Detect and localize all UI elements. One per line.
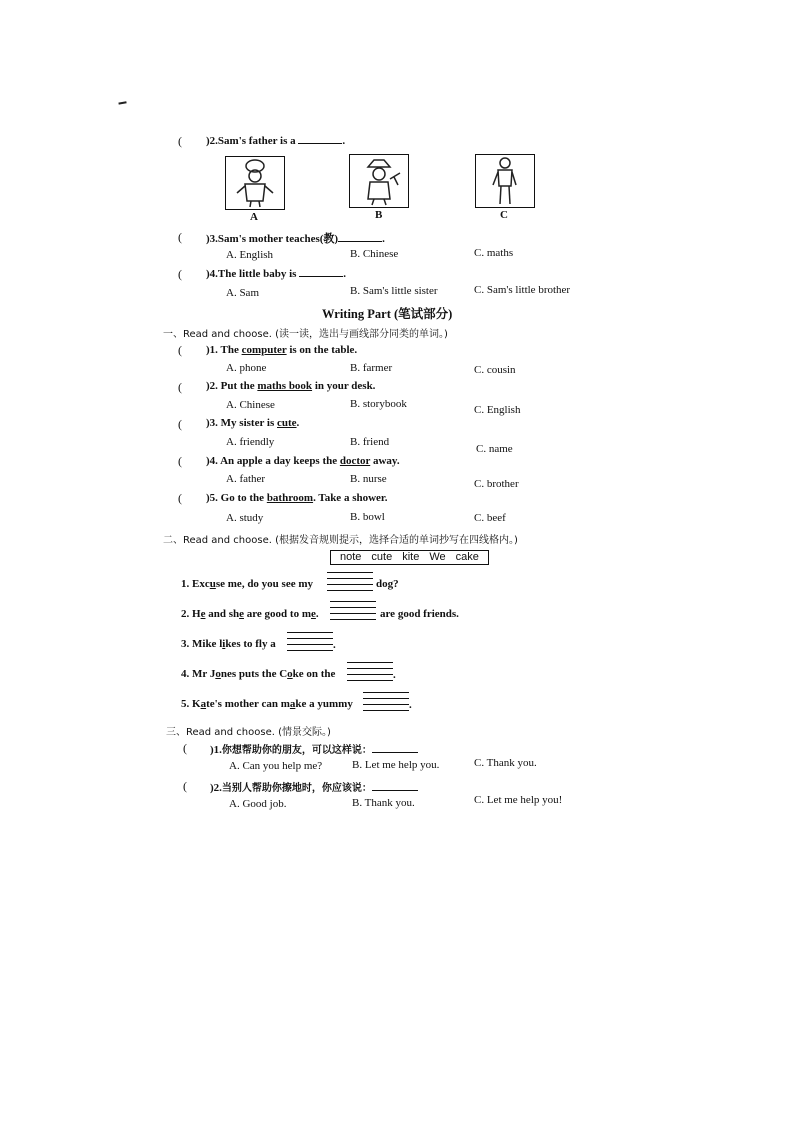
four-line-grid[interactable] [363, 692, 409, 710]
underlined-letter: e [311, 608, 316, 620]
text-mid: ke on the [292, 668, 336, 680]
text-pre: 2. H [181, 608, 201, 620]
answer-blank[interactable] [299, 276, 343, 277]
text-post: is on the table. [286, 344, 358, 356]
option-a: A. phone [226, 362, 267, 374]
farmer-icon [350, 155, 408, 207]
text-mid: ke a yummy [295, 698, 353, 710]
answer-blank[interactable] [372, 752, 418, 753]
option-b: B. farmer [350, 362, 393, 374]
text-post: . [296, 417, 300, 429]
word-bank-word: cake [455, 551, 479, 563]
option-c: C. brother [474, 478, 519, 490]
question-text [206, 455, 400, 467]
four-line-grid[interactable] [330, 601, 376, 619]
text-pre: 3. Mike l [181, 638, 223, 650]
text-pre: The [220, 344, 242, 356]
question-number: )1. [210, 744, 222, 756]
writing-part-title: Writing Part (笔试部分) [322, 307, 453, 321]
question-text: Sam's mother teaches(教) [217, 233, 339, 245]
four-line-grid[interactable] [347, 662, 393, 680]
worker-icon [476, 155, 534, 207]
sentence-2: 2. He and she are good to me. [181, 608, 319, 620]
question-prompt: 当别人帮助你擦地时，你应该说： [221, 783, 372, 794]
text-mid: and sh [205, 608, 240, 620]
question-number: )2. [206, 135, 218, 147]
underlined-word: bathroom [266, 492, 314, 504]
section-3-title: 三、Read and choose. (情景交际。) [166, 727, 331, 738]
question-text: The little baby is [217, 268, 297, 280]
answer-blank[interactable] [372, 790, 418, 791]
picture-label-c: C [500, 209, 508, 221]
chef-icon [226, 157, 284, 209]
question-number: )1. [206, 344, 218, 356]
option-b: B. storybook [350, 398, 407, 410]
answer-paren: ( [178, 454, 182, 468]
option-c: C. Let me help you! [474, 794, 563, 806]
sentence-3 [181, 638, 276, 650]
answer-paren: ( [178, 417, 182, 431]
underlined-word: doctor [339, 455, 371, 467]
question-number: )3. [206, 233, 218, 245]
option-a: A. Good job. [229, 798, 287, 810]
option-a: A. study [226, 512, 264, 524]
word-bank-word: note [340, 551, 362, 563]
picture-c-worker [475, 154, 535, 208]
option-c: C. maths [474, 247, 514, 259]
text-mid: nes puts the C [220, 668, 288, 680]
answer-paren: ( [178, 343, 182, 357]
option-b: B. friend [350, 436, 390, 448]
option-b: B. nurse [350, 473, 387, 485]
option-c: C. Thank you. [474, 757, 537, 769]
option-b: B. Let me help you. [352, 759, 440, 771]
question-text: Sam's father is a [217, 135, 296, 147]
picture-label-a: A [250, 211, 258, 223]
text-mid: kes to fly a [225, 638, 276, 650]
sentence-end: dog? [376, 578, 399, 590]
option-b: B. Chinese [350, 248, 399, 260]
word-bank-word: cute [371, 551, 393, 563]
sentence-end: are good friends. [380, 608, 459, 620]
sentence-4 [181, 668, 335, 680]
sentence-period: . [333, 639, 336, 651]
answer-paren: ( [178, 491, 182, 505]
underlined-word: cute [277, 417, 297, 429]
question-text [210, 779, 418, 794]
section-1-title: 一、Read and choose. (读一读，选出与画线部分同类的单词。) [163, 329, 448, 340]
picture-b-farmer [349, 154, 409, 208]
underlined-letter: e [239, 608, 244, 620]
question-text [206, 380, 375, 392]
question-number: )2. [210, 782, 222, 794]
answer-paren: ( [183, 779, 187, 793]
question-number: )4. [206, 268, 218, 280]
text-pre: Go to the [220, 492, 267, 504]
question-text [206, 492, 388, 504]
text-mid: are good to m [243, 608, 311, 620]
sentence-5 [181, 698, 353, 710]
option-b: B. bowl [350, 511, 385, 523]
option-a: A. Can you help me? [229, 760, 323, 772]
underlined-letter: o [215, 668, 221, 680]
question-number: )5. [206, 492, 218, 504]
underlined-letter: i [222, 638, 226, 650]
question-number: )4. [206, 455, 218, 467]
option-c: C. name [476, 443, 513, 455]
option-a: A. friendly [226, 436, 275, 448]
underlined-letter: e [200, 608, 206, 620]
option-b: B. Sam's little sister [350, 285, 438, 297]
answer-paren: ( [178, 267, 182, 281]
question-2: )2.Sam's father is a . [206, 135, 346, 147]
word-bank-word: kite [402, 551, 420, 563]
answer-paren: ( [183, 741, 187, 755]
answer-paren: ( [178, 230, 182, 244]
text-mid: te's mother can m [206, 698, 290, 710]
option-a: A. Chinese [226, 399, 275, 411]
text-post: . Take a shower. [313, 492, 388, 504]
picture-label-b: B [375, 209, 383, 221]
sentence-1 [181, 578, 313, 590]
question-number: )2. [206, 380, 218, 392]
section-2-title: 二、Read and choose. (根据发音规则提示，选择合适的单词抄写在四线格内。) [163, 535, 518, 546]
text-pre: 4. Mr J [181, 668, 216, 680]
picture-a-chef [225, 156, 285, 210]
four-line-grid[interactable] [287, 632, 333, 650]
sentence-period: . [409, 699, 412, 711]
sentence-period: . [393, 669, 396, 681]
answer-paren: ( [178, 134, 182, 148]
text-post: in your desk. [312, 380, 376, 392]
answer-blank[interactable] [338, 241, 382, 242]
word-bank-word: We [429, 551, 446, 563]
text-pre: 5. K [181, 698, 201, 710]
underlined-letter: u [209, 578, 216, 590]
question-4: )4.The little baby is . [206, 268, 346, 280]
option-b: B. Thank you. [352, 797, 415, 809]
underlined-letter: a [289, 698, 296, 710]
text-pre: Put the [220, 380, 258, 392]
text-pre: My sister is [220, 417, 277, 429]
answer-paren: ( [178, 380, 182, 394]
underlined-word: maths book [257, 380, 313, 392]
underlined-letter: o [287, 668, 293, 680]
text-pre: 1. Exc [181, 578, 210, 590]
answer-blank[interactable] [298, 143, 342, 144]
option-a: A. father [226, 473, 266, 485]
question-text [210, 741, 418, 756]
option-c: C. Sam's little brother [474, 284, 571, 296]
text-pre: An apple a day keeps the [220, 455, 340, 467]
option-a: A. English [226, 249, 274, 261]
option-a: A. Sam [226, 287, 259, 299]
question-text [206, 344, 357, 356]
underlined-word: computer [241, 344, 287, 356]
word-bank [330, 550, 489, 565]
question-number: )3. [206, 417, 218, 429]
underlined-letter: a [200, 698, 207, 710]
question-3: )3.Sam's mother teaches(教) . [206, 233, 385, 245]
four-line-grid[interactable] [327, 572, 373, 590]
option-c: C. beef [474, 512, 506, 524]
scan-corner-mark [117, 95, 126, 104]
option-c: C. cousin [474, 364, 516, 376]
question-text [206, 417, 299, 429]
option-c: C. English [474, 404, 521, 416]
text-mid: se me, do you see my [215, 578, 314, 590]
question-prompt: 你想帮助你的朋友，可以这样说： [221, 745, 372, 756]
text-post: away. [370, 455, 400, 467]
